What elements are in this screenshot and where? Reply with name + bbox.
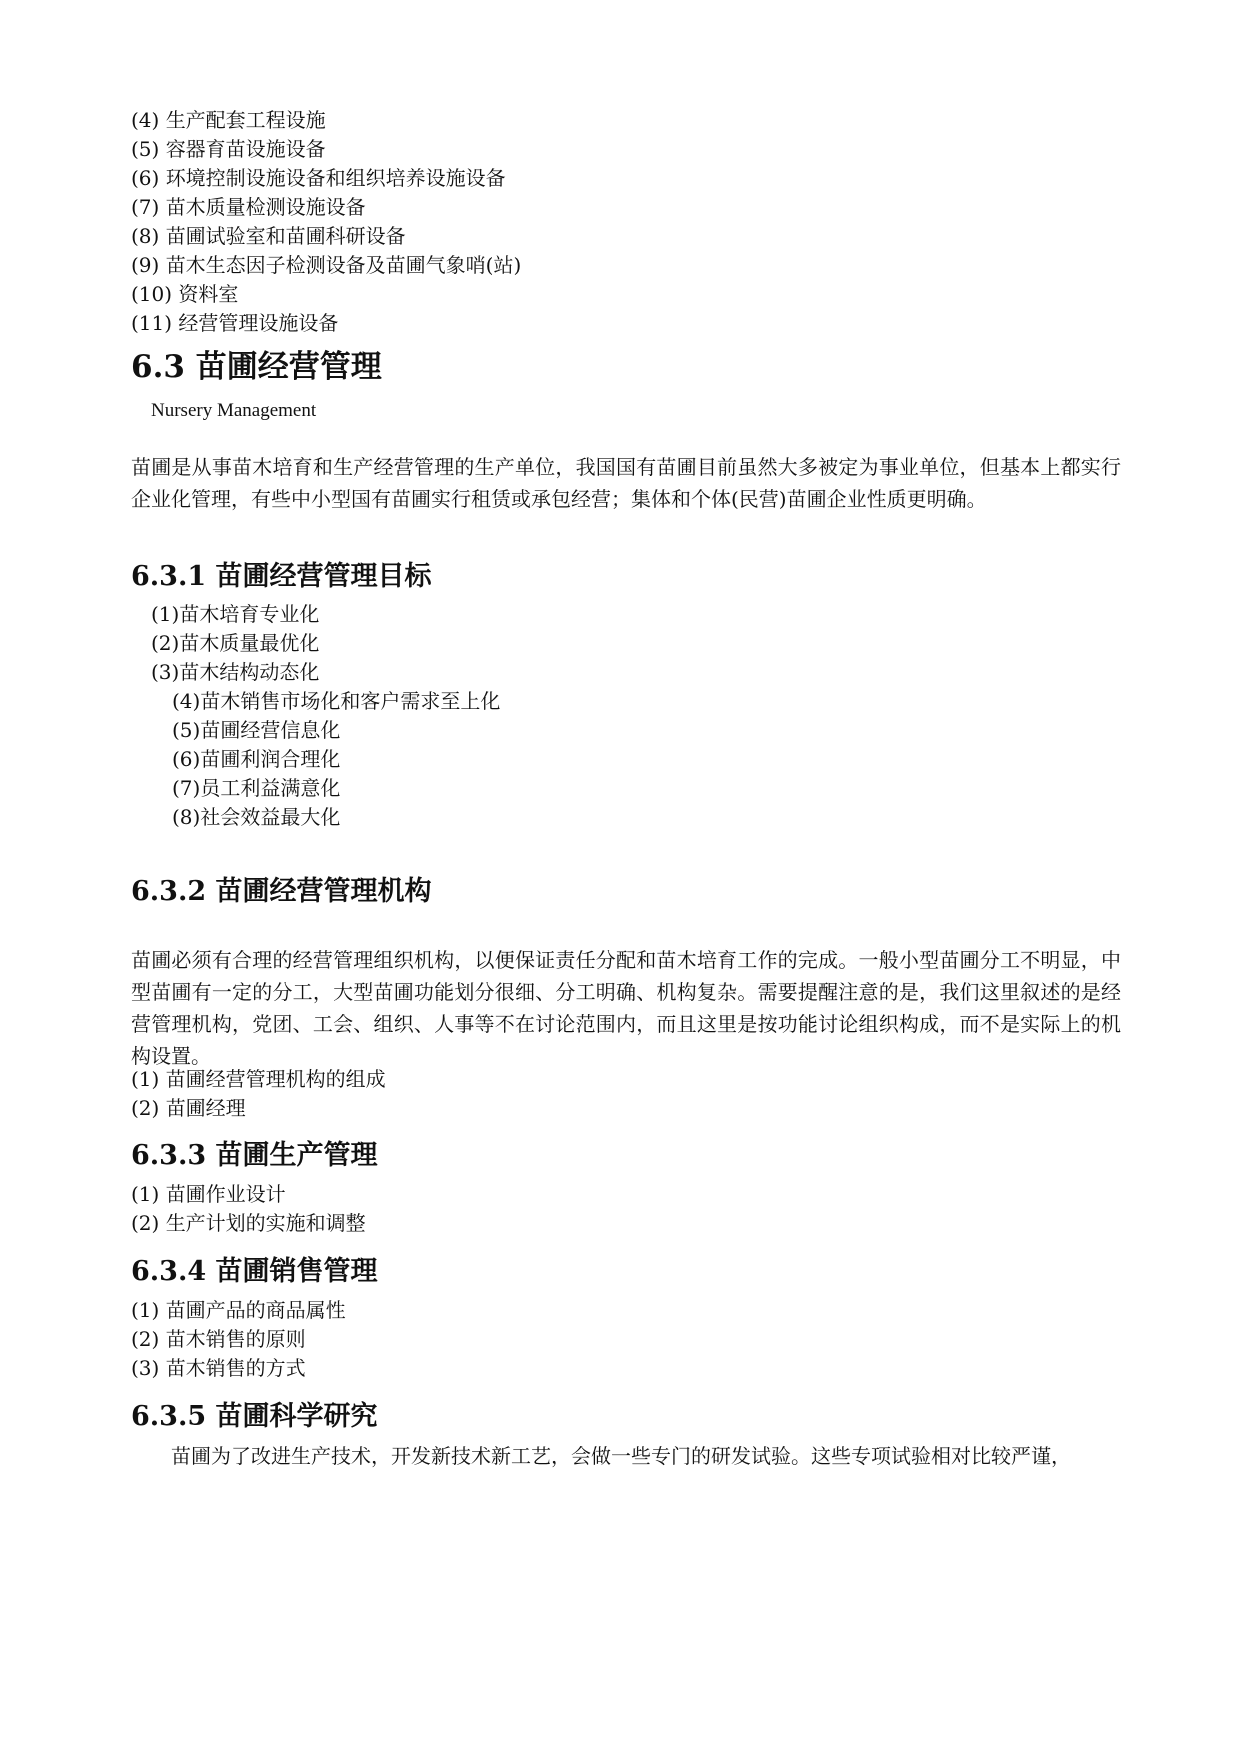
list-item: (2) 生产计划的实施和调整: [131, 1211, 366, 1235]
list-item: (4) 生产配套工程设施: [131, 108, 326, 132]
list-item: (1) 苗圃经营管理机构的组成: [131, 1067, 386, 1091]
section-english-subtitle: Nursery Management: [151, 400, 317, 421]
section-heading-6-3: 6.3 苗圃经营管理: [131, 349, 382, 385]
list-item: (8)社会效益最大化: [172, 805, 341, 829]
section-heading-6-3-2: 6.3.2 苗圃经营管理机构: [131, 876, 432, 907]
list-item: (11) 经营管理设施设备: [131, 311, 339, 335]
section-heading-6-3-4: 6.3.4 苗圃销售管理: [131, 1256, 378, 1287]
list-item: (8) 苗圃试验室和苗圃科研设备: [131, 224, 406, 248]
list-item: (9) 苗木生态因子检测设备及苗圃气象哨(站): [131, 253, 522, 277]
section-paragraph: 苗圃为了改进生产技术，开发新技术新工艺，会做一些专门的研发试验。这些专项试验相对比较严谨，: [171, 1444, 1071, 1468]
section-paragraph: 苗圃是从事苗木培育和生产经营管理的生产单位，我国国有苗圃目前虽然大多被定为事业单位，但基本上都实行企业化管理，有些中小型国有苗圃实行租赁或承包经营；集体和个体(民营)苗圃企业性质更明确。: [131, 455, 1121, 511]
section-heading-6-3-1: 6.3.1 苗圃经营管理目标: [131, 561, 432, 592]
list-item: (1)苗木培育专业化: [151, 602, 320, 626]
list-item: (4)苗木销售市场化和客户需求至上化: [172, 689, 501, 713]
list-item: (5)苗圃经营信息化: [172, 718, 341, 742]
list-item: (7) 苗木质量检测设施设备: [131, 195, 366, 219]
list-item: (1) 苗圃作业设计: [131, 1182, 286, 1206]
section-paragraph: 苗圃必须有合理的经营管理组织机构，以便保证责任分配和苗木培育工作的完成。一般小型苗圃分工不明显，中型苗圃有一定的分工，大型苗圃功能划分很细、分工明确、机构复杂。需要提醒注意的是，我们这里叙述的是经营管理机构，党团、工会、组织、人事等不在讨论范围内，而且这里是按功能讨论组织构成，而不是实际上的机构设置。: [131, 948, 1121, 1068]
list-item: (2) 苗木销售的原则: [131, 1327, 306, 1351]
section-heading-6-3-5: 6.3.5 苗圃科学研究: [131, 1401, 378, 1432]
list-item: (3)苗木结构动态化: [151, 660, 320, 684]
list-item: (7)员工利益满意化: [172, 776, 341, 800]
list-item: (2) 苗圃经理: [131, 1096, 246, 1120]
section-heading-6-3-3: 6.3.3 苗圃生产管理: [131, 1140, 378, 1171]
list-item: (2)苗木质量最优化: [151, 631, 320, 655]
list-item: (1) 苗圃产品的商品属性: [131, 1298, 346, 1322]
list-item: (10) 资料室: [131, 282, 239, 306]
list-item: (6) 环境控制设施设备和组织培养设施设备: [131, 166, 506, 190]
list-item: (6)苗圃利润合理化: [172, 747, 341, 771]
list-item: (5) 容器育苗设施设备: [131, 137, 326, 161]
list-item: (3) 苗木销售的方式: [131, 1356, 306, 1380]
